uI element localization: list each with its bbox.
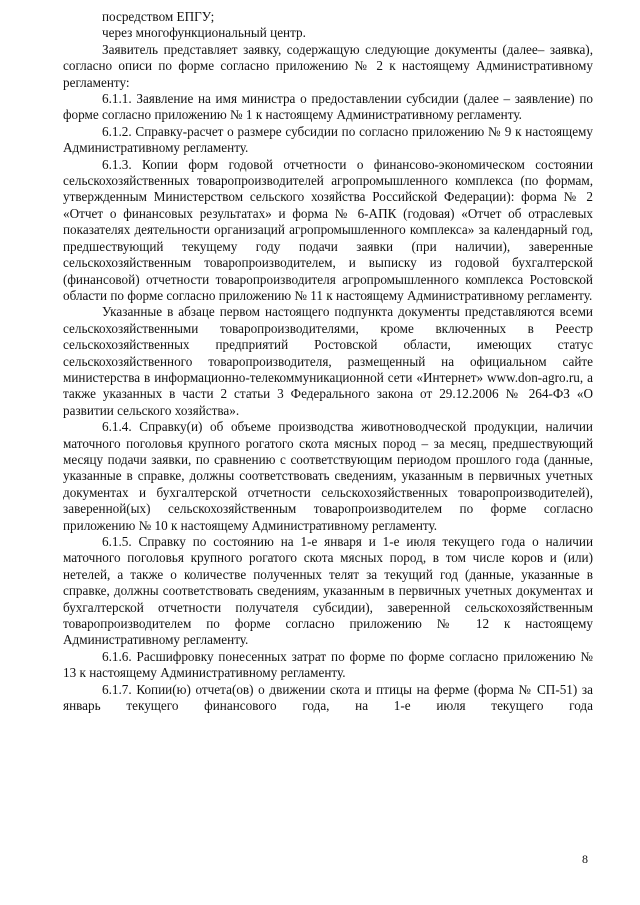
paragraph-6-1-1: 6.1.1. Заявление на имя министра о предоставлении субсидии (далее – заявление) по форме согласно приложению № 1 к настоящему Административному регламенту. bbox=[63, 91, 593, 123]
paragraph-indicated-documents: Указанные в абзаце первом настоящего подпункта документы представляются всеми сельскохозяйственными товаропроизводителями, кроме включенных в Реестр сельскохозяйственных предприятий Ростовской области, имеющих статус сельскохозяйственного товаропроизводителя, размещенный на официальном сайте министерства в информационно-телекоммуникационной сети «Интернет» www.don-agro.ru, а также указанных в части 2 статьи 3 Федерального закона от 29.12.2006 № 264-ФЗ «О развитии сельского хозяйства». bbox=[63, 304, 593, 418]
paragraph-6-1-7: 6.1.7. Копии(ю) отчета(ов) о движении скота и птицы на ферме (форма № СП-51) за январь текущего финансового года, на 1-е июля текущего года bbox=[63, 681, 593, 714]
paragraph-epgu: посредством ЕПГУ; bbox=[102, 9, 215, 24]
paragraph-6-1-6: 6.1.6. Расшифровку понесенных затрат по форме по форме согласно приложению № 13 к настоящему Административному регламенту. bbox=[63, 648, 593, 681]
paragraph-6-1-2: 6.1.2. Справку-расчет о размере субсидии по согласно приложению № 9 к настоящему Административному регламенту. bbox=[63, 123, 593, 156]
document-body bbox=[63, 9, 593, 714]
page-number: 8 bbox=[582, 852, 588, 866]
paragraph-applicant: Заявитель представляет заявку, содержащую следующие документы (далее– заявка), согласно описи по форме согласно приложению № 2 к настоящему Административному регламенту: bbox=[63, 41, 593, 90]
paragraph-6-1-4: 6.1.4. Справку(и) об объеме производства животноводческой продукции, наличии маточного поголовья крупного рогатого скота мясных пород – за месяц, предшествующий месяцу подачи заявки, по сравнению с соответствующим периодом прошлого года (данные, указанные в справке, должны соответствовать сведениям, указанным в первичных учетных документах и бухгалтерской отчетности сельскохозяйственных товаропроизводителей), заверенной(ых) сельскохозяйственным товаропроизводителем по форме согласно приложению № 10 к настоящему Административному регламенту. bbox=[63, 419, 593, 533]
paragraph-6-1-3: 6.1.3. Копии форм годовой отчетности о финансово-экономическом состоянии сельскохозяйственных товаропроизводителей агропромышленного комплекса (по формам, утвержденным Министерством сельского хозяйства Российской Федерации): форма № 2 «Отчет о финансовых результатах» и форма № 6-АПК (годовая) «Отчет об отраслевых показателях деятельности организаций агропромышленного комплекса» за календарный год, предшествующий текущему году подачи заявки (при наличии), заверенные сельскохозяйственным товаропроизводителем, и выписку из годовой бухгалтерской (финансовой) отчетности товаропроизводителя агропромышленного комплекса Ростовской области по форме согласно приложению № 11 к настоящему Административному регламенту. bbox=[63, 156, 593, 303]
paragraph-mfc: через многофункциональный центр. bbox=[102, 25, 306, 41]
paragraph-6-1-5: 6.1.5. Справку по состоянию на 1-е января и 1-е июля текущего года о наличии маточного поголовья крупного рогатого скота мясных пород, в том числе коров и (или) нетелей, а также о количестве полученных телят за текущий год (данные, указанные в справке, должны соответствовать сведениям, указанным в первичных учетных документах и бухгалтерской отчетности получателя субсидии), заверенной сельскохозяйственным товаропроизводителем по форме согласно приложению № 12 к настоящему Административному регламенту. bbox=[63, 534, 593, 648]
